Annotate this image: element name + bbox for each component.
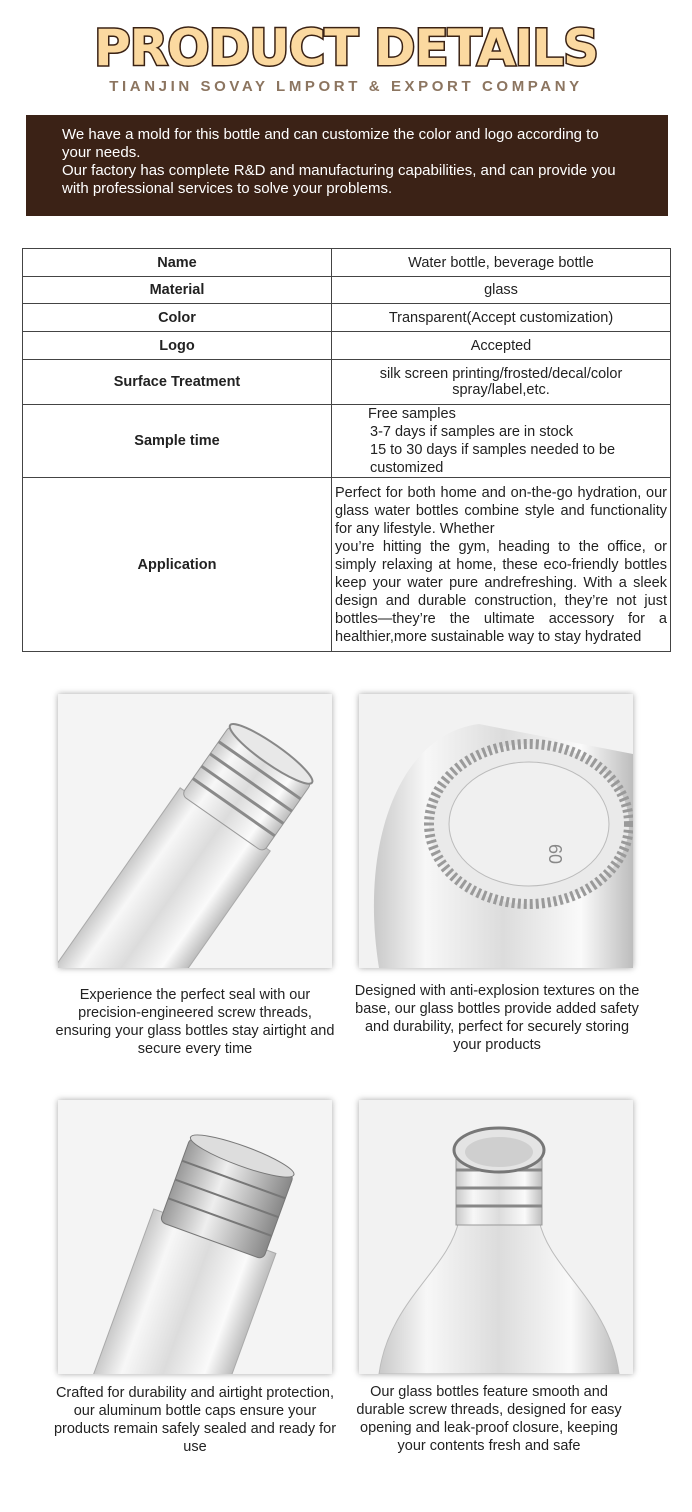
spec-value: Water bottle, beverage bottle — [332, 249, 671, 277]
spec-label: Sample time — [23, 405, 332, 478]
sample-line: Free samples — [368, 406, 456, 422]
base-mark: 60 — [545, 844, 565, 865]
spec-value: silk screen printing/frosted/decal/color spray/label,etc. — [332, 360, 671, 405]
spec-table — [22, 248, 671, 652]
cap-closeup-image — [58, 1100, 332, 1374]
neck-closeup-image — [359, 1100, 633, 1374]
banner-text-2: Our factory has complete R&D and manufacturing capabilities, and can provide you with professional services to solve your problems. — [62, 162, 616, 197]
feature-caption: Experience the perfect seal with our precision-engineered screw threads, ensuring your glass bottles stay airtight and secure every time — [55, 987, 335, 1057]
thread-closeup-image — [58, 694, 332, 968]
application-text-1: Perfect for both home and on-the-go hydration, our glass water bottles combine style and functionality for any lifestyle. Whether — [335, 484, 667, 537]
spec-value: Accepted — [332, 332, 671, 360]
table-row — [23, 277, 671, 304]
table-row — [23, 405, 671, 478]
table-row — [23, 478, 671, 652]
spec-value: glass — [332, 277, 671, 304]
spec-label: Color — [23, 304, 332, 332]
spec-label: Surface Treatment — [23, 360, 332, 405]
table-row — [23, 360, 671, 405]
spec-value — [332, 405, 671, 478]
feature-caption: Our glass bottles feature smooth and durable screw threads, designed for easy opening and leak-proof closure, keeping your contents fresh and safe — [356, 1384, 622, 1454]
sample-line: 3-7 days if samples are in stock — [370, 424, 574, 440]
application-text-2: you’re hitting the gym, heading to the office, or simply relaxing at home, these eco-friendly bottles keep your water pure andrefreshing. With a sleek design and durable construction, they’re not just bottles—they’re the ultimate accessory for a healthier,more sustainable way to stay hydrated — [335, 538, 667, 645]
company-name: TIANJIN SOVAY LMPORT & EXPORT COMPANY — [109, 78, 583, 95]
spec-label: Name — [23, 249, 332, 277]
banner-text-1: We have a mold for this bottle and can customize the color and logo according to your needs. — [62, 126, 599, 161]
spec-label: Material — [23, 277, 332, 304]
table-row — [23, 304, 671, 332]
feature-caption: Designed with anti-explosion textures on the base, our glass bottles provide added safety and durability, perfect for securely storing your products — [354, 983, 640, 1053]
spec-value: Transparent(Accept customization) — [332, 304, 671, 332]
table-row — [23, 332, 671, 360]
intro-banner — [26, 115, 668, 216]
page-title: PRODUCT DETAILS — [93, 19, 599, 77]
spec-label: Application — [23, 478, 332, 652]
spec-value — [332, 478, 671, 652]
table-row — [23, 249, 671, 277]
sample-line: 15 to 30 days if samples needed to be customized — [370, 442, 616, 476]
feature-caption: Crafted for durability and airtight protection, our aluminum bottle caps ensure your products remain safely sealed and ready for use — [53, 1385, 337, 1455]
spec-label: Logo — [23, 332, 332, 360]
base-closeup-image — [359, 694, 633, 968]
